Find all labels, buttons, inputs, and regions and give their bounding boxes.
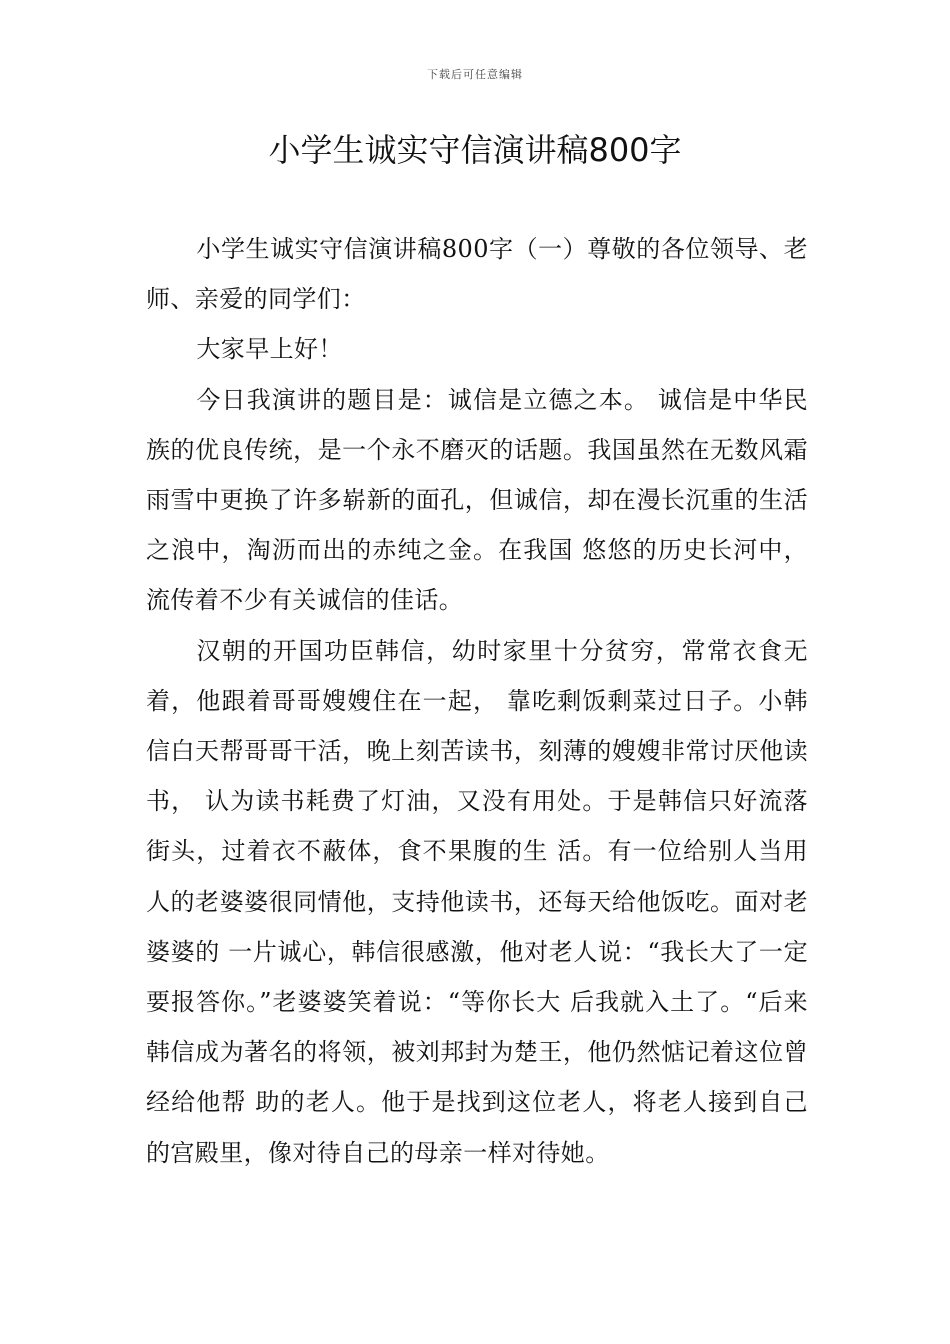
paragraph-greeting: 小学生诚实守信演讲稿800字（一）尊敬的各位领导、老师、亲爱的同学们：: [146, 235, 808, 314]
paragraph-story: 汉朝的开国功臣韩信，幼时家里十分贫穷，常常衣食无着，他跟着哥哥嫂嫂住在一起， 靠吃剩饭剩菜过日子。小韩信白天帮哥哥干活，晚上刻苦读书，刻薄的嫂嫂非常讨厌他读书， 认为读书耗费了灯油，又没有用处。于是韩信只好流落街头，过着衣不蔽体，食不果腹的生 活。有一位给别人当用人的老婆婆很同情他，支持他读书，还每天给他饭吃。面对老婆婆的 一片诚心，韩信很感激，他对老人说：“我长大了一定要报答你。”老婆婆笑着说：“等你长大 后我就入土了。“后来韩信成为著名的将领，被刘邦封为楚王，他仍然惦记着这位曾经给他帮 助的老人。他于是找到这位老人，将老人接到自己的宫殿里，像对待自己的母亲一样对待她。: [146, 636, 808, 1167]
paragraph-topic: 今日我演讲的题目是：诚信是立德之本。 诚信是中华民族的优良传统，是一个永不磨灭的话题。我国虽然在无数风霜雨雪中更换了许多崭新的面孔，但诚信，却在漫长沉重的生活之浪中，淘沥而出的赤纯之金。在我国 悠悠的历史长河中，流传着不少有关诚信的佳话。: [146, 385, 808, 615]
header-note: 下载后可任意编辑: [427, 68, 523, 81]
paragraph-salutation: 大家早上好！: [196, 335, 343, 364]
document-title: 小学生诚实守信演讲稿800字: [268, 131, 682, 169]
document-body: [146, 224, 808, 1178]
